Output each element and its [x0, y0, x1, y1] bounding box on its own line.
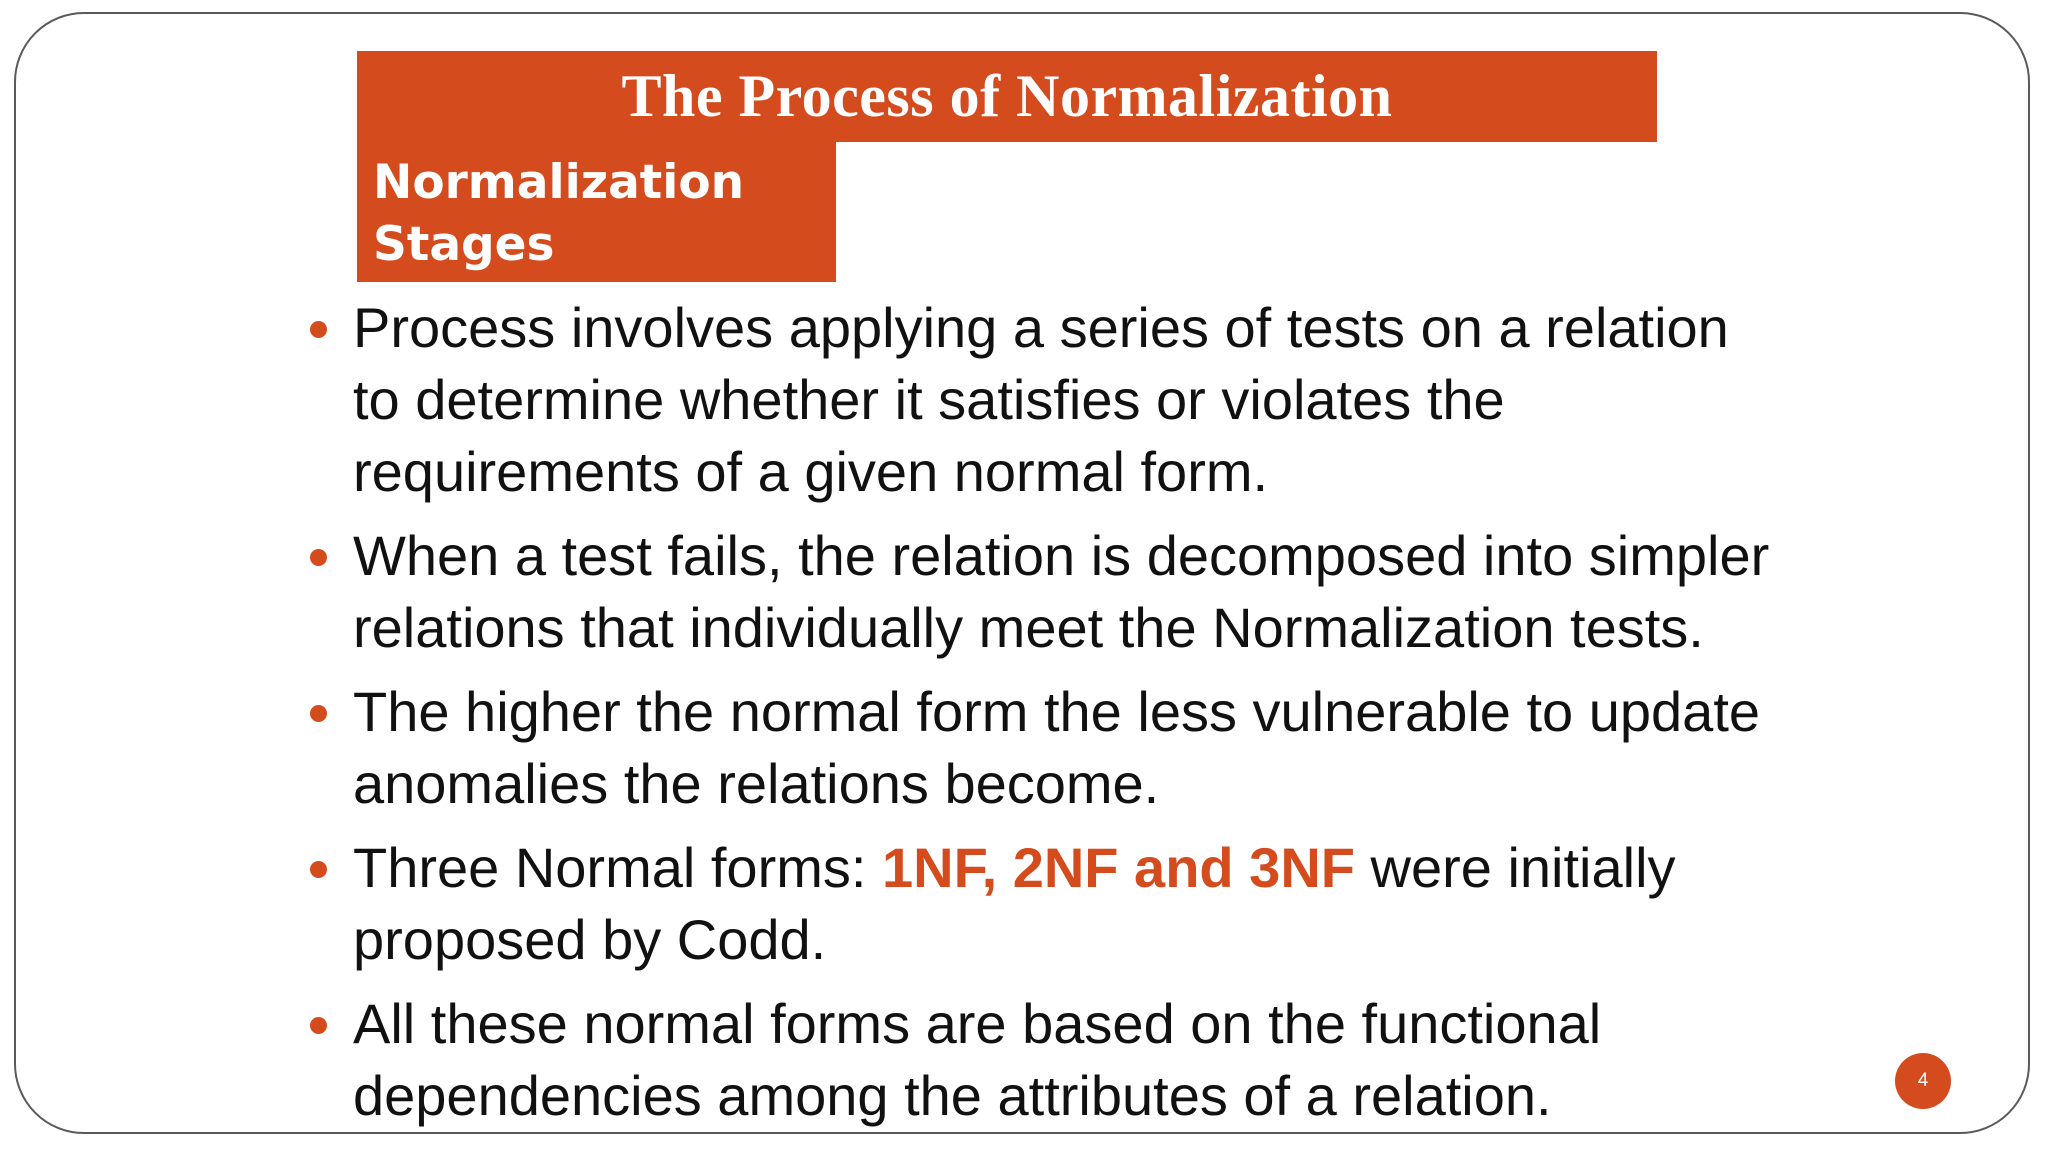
bullet-text: The higher the normal form the less vulnerable to update anomalies the relations become. — [353, 680, 1761, 815]
bullet-text: All these normal forms are based on the functional dependencies among the attributes of a relation. — [353, 992, 1602, 1127]
bullet-text: Process involves applying a series of tests on a relation to determine whether it satisfies or violates the requirements of a given normal form. — [353, 296, 1729, 503]
bullet-dot-icon — [310, 861, 327, 878]
bullet-item — [300, 520, 1770, 664]
slide-title: The Process of Normalization — [621, 63, 1393, 129]
slide-subtitle: Normalization Stages — [373, 155, 745, 272]
page-number-badge: 4 — [1895, 1053, 1951, 1109]
bullet-dot-icon — [310, 321, 327, 338]
subtitle-box — [357, 142, 836, 282]
bullet-text-after: were initially proposed by Codd. — [353, 836, 1676, 971]
bullet-text: When a test fails, the relation is decomposed into simpler relations that individually meet the Normalization tests. — [353, 524, 1770, 659]
bullet-item — [300, 988, 1770, 1132]
bullet-item — [300, 292, 1770, 508]
bullet-item — [300, 676, 1770, 820]
normal-forms-highlight: 1NF, 2NF and 3NF — [882, 836, 1355, 899]
bullet-list — [300, 292, 1770, 1144]
bullet-dot-icon — [310, 1017, 327, 1034]
bullet-dot-icon — [310, 549, 327, 566]
title-bar — [357, 51, 1657, 142]
bullet-dot-icon — [310, 705, 327, 722]
bullet-item — [300, 832, 1770, 976]
bullet-text-before: Three Normal forms: — [353, 836, 882, 899]
